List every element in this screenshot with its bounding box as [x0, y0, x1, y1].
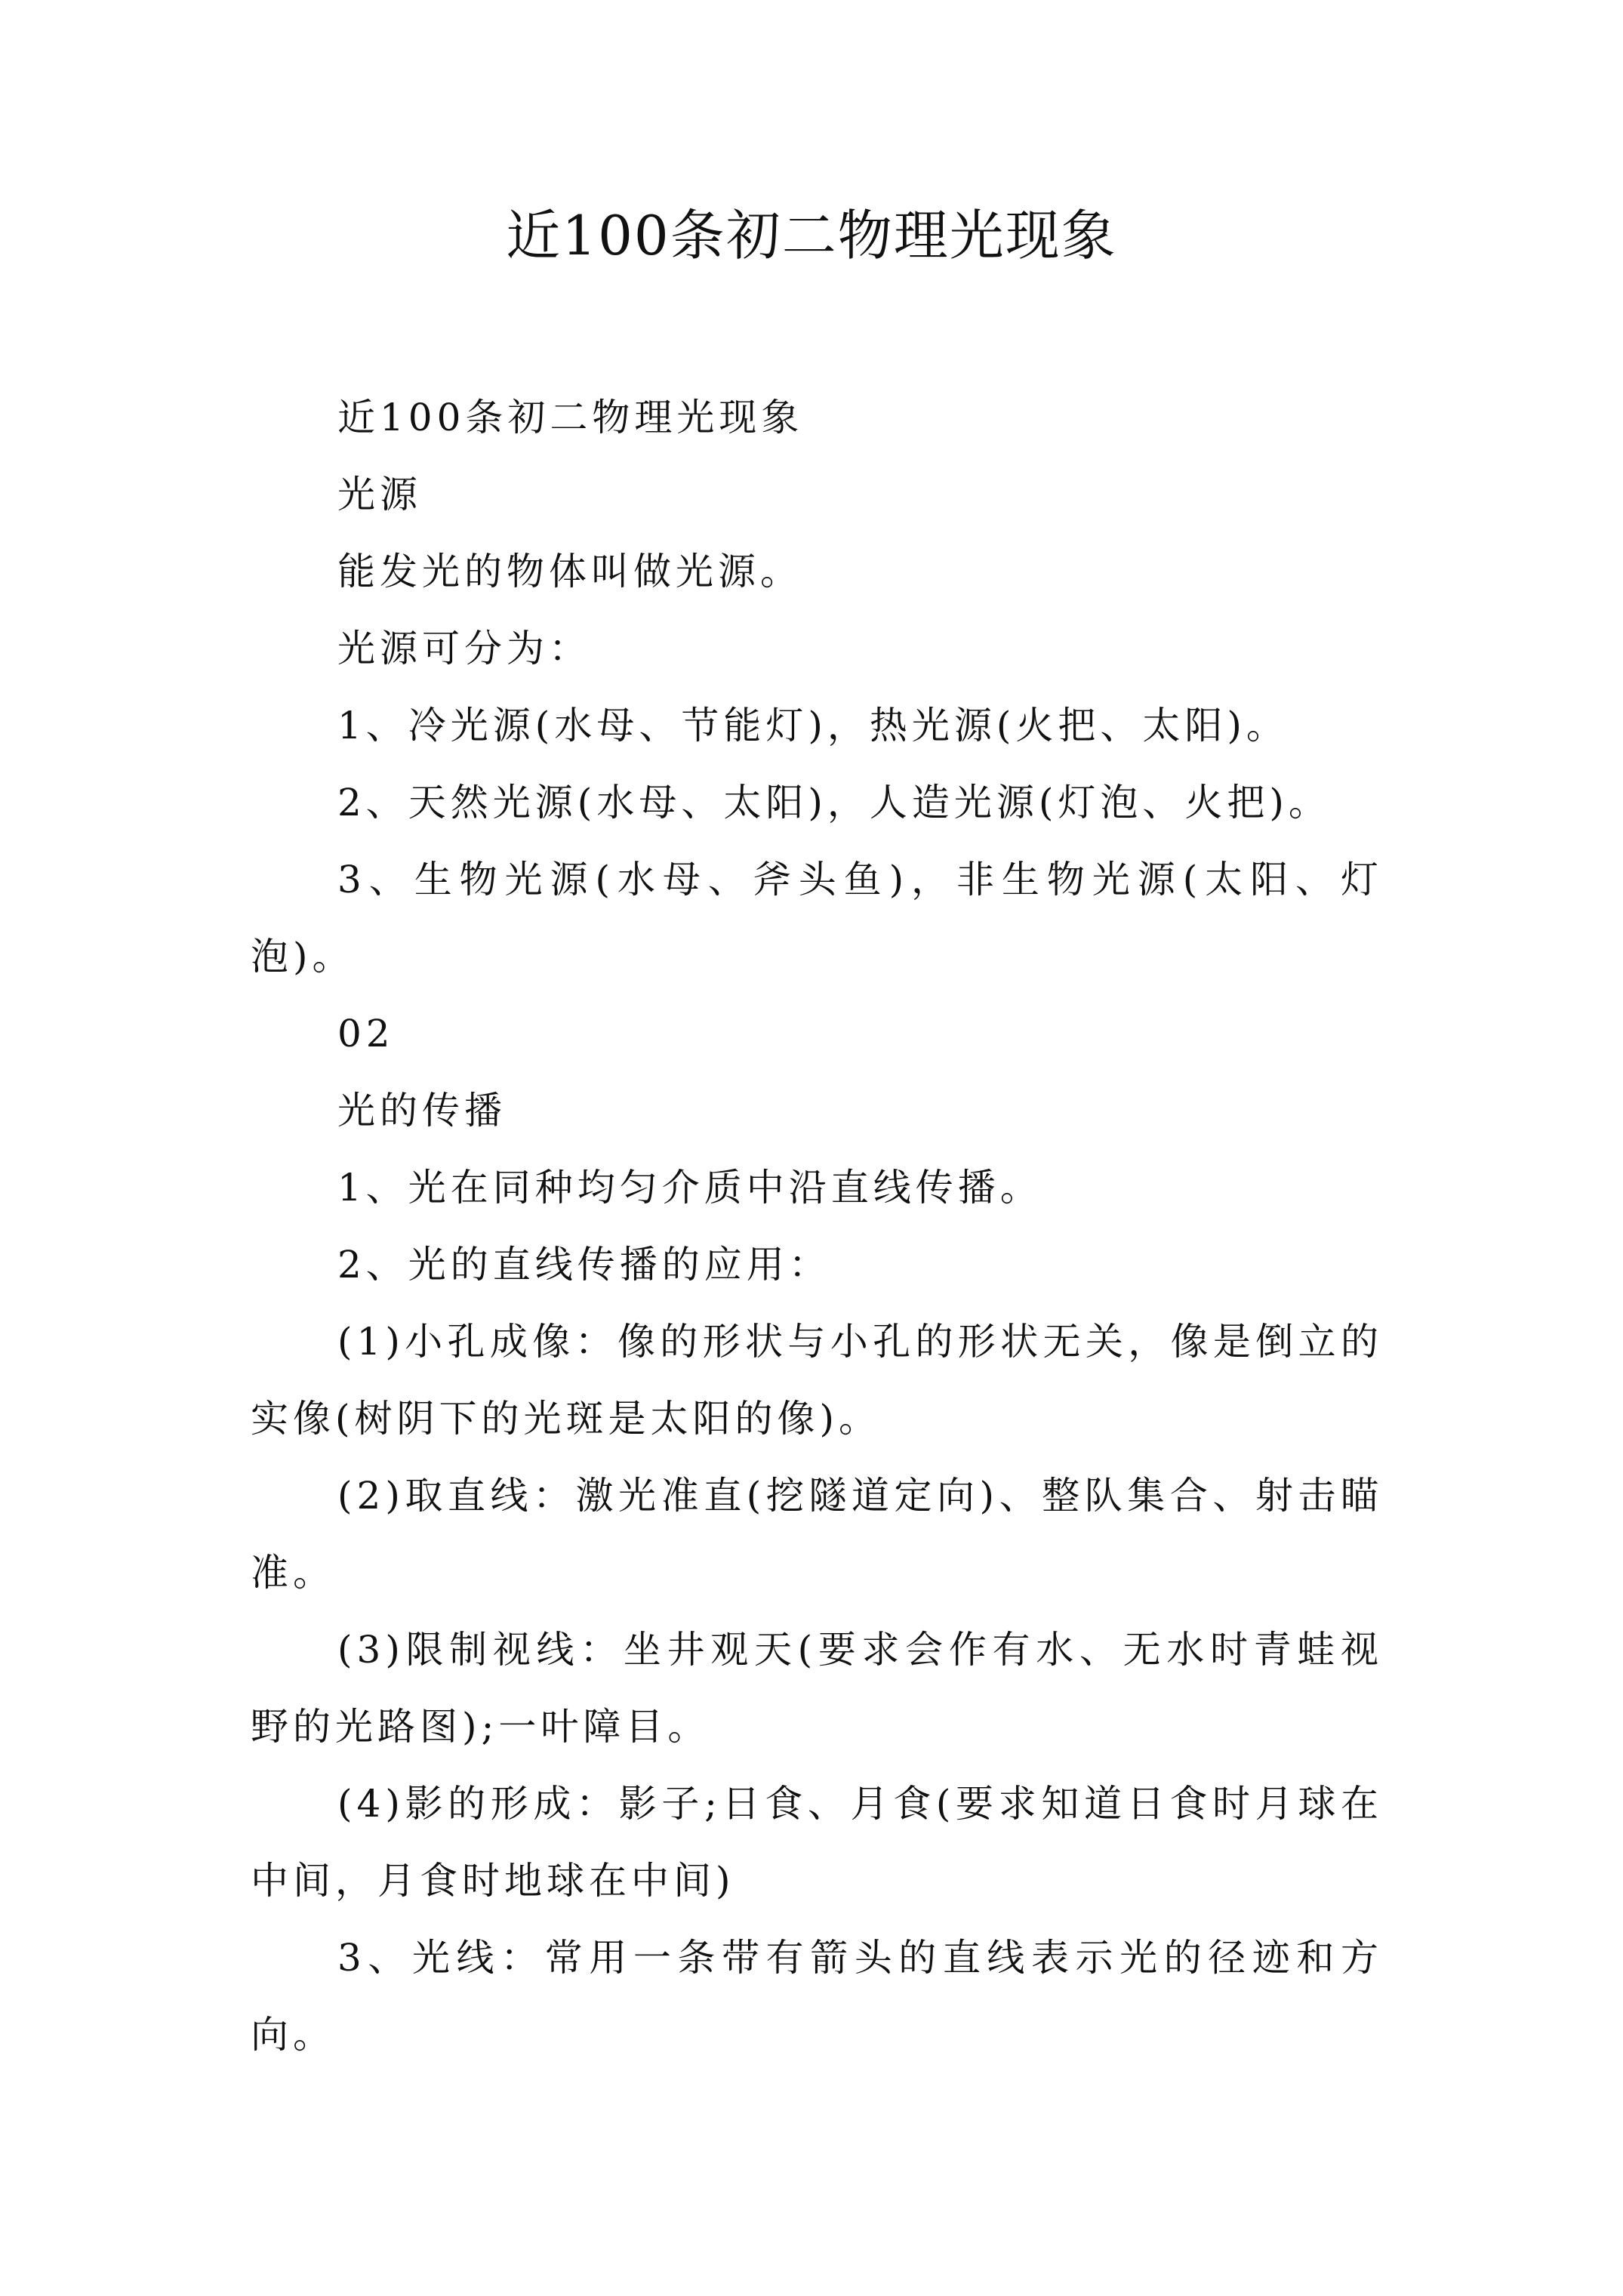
list-item: 2、天然光源(水母、太阳)，人造光源(灯泡、火把)。	[337, 781, 1331, 824]
list-item: 2、光的直线传播的应用：	[337, 1243, 831, 1287]
list-item: 1、冷光源(水母、节能灯)，热光源(火把、太阳)。	[337, 704, 1289, 747]
list-item: (1)小孔成像：像的形状与小孔的形状无关，像是倒立的实像(树阴下的光斑是太阳的像)。	[251, 1320, 1383, 1441]
paragraph: 近100条初二物理光现象	[337, 396, 804, 439]
list-item: 3、光线：常用一条带有箭头的直线表示光的径迹和方向。	[251, 1936, 1383, 2057]
list-item: (4)影的形成：影子;日食、月食(要求知道日食时月球在中间，月食时地球在中间)	[251, 1782, 1383, 1903]
paragraph: 光源可分为：	[337, 627, 591, 670]
list-item: (3)限制视线：坐井观天(要求会作有水、无水时青蛙视野的光路图);一叶障目。	[251, 1628, 1383, 1749]
list-item: 3、生物光源(水母、斧头鱼)，非生物光源(太阳、灯泡)。	[251, 858, 1383, 978]
document-body	[251, 379, 1383, 2073]
paragraph: 能发光的物体叫做光源。	[337, 550, 802, 593]
list-item: (2)取直线：激光准直(挖隧道定向)、整队集合、射击瞄准。	[251, 1474, 1383, 1595]
document-title: 近100条初二物理光现象	[506, 204, 1117, 267]
section-number: 02	[337, 1012, 395, 1056]
section-heading: 光源	[337, 473, 422, 516]
list-item: 1、光在同种均匀介质中沿直线传播。	[337, 1166, 1042, 1210]
section-heading: 光的传播	[337, 1089, 507, 1133]
